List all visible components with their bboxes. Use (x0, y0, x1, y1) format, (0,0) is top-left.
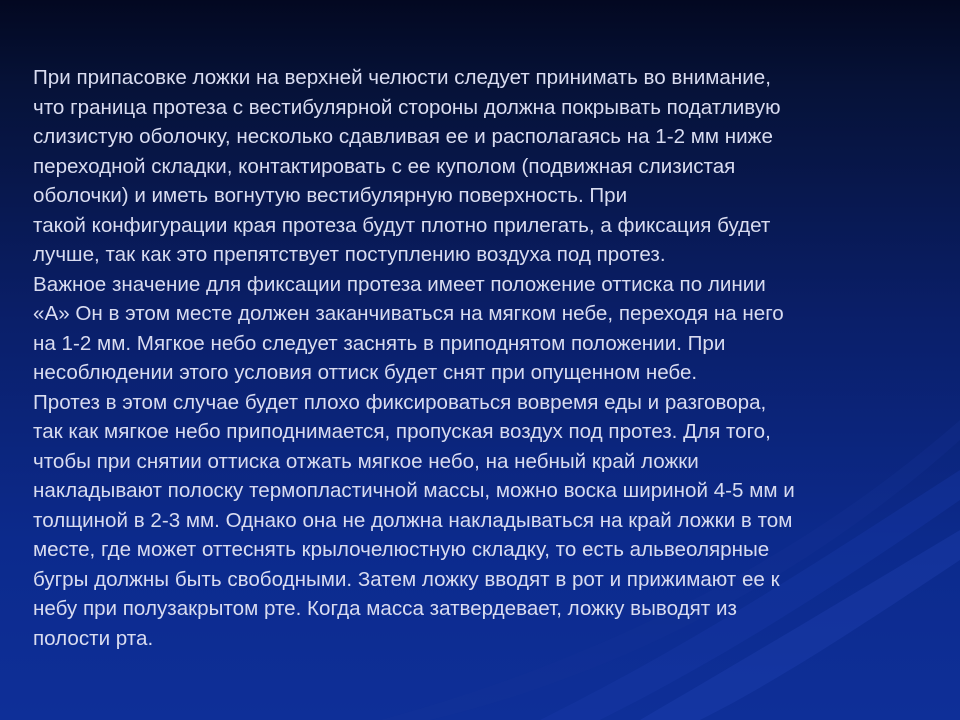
paragraph-3: Протез в этом случае будет плохо фиксироваться вовремя еды и разговора, так как мягкое небо приподнимается, пропуская воздух под протез. Для того, чтобы при снятии оттиска отжать мягкое небо, на небный край ложки накладывают полоску термопластичной массы, можно воска шириной 4-5 мм и толщиной в 2-3 мм. Однако она не должна накладываться на край ложки в том месте, где может оттеснять крылочелюстную складку, то есть альвеолярные бугры должны быть свободными. Затем ложку вводят в рот и прижимают ее к небу при полузакрытом рте. Когда масса затвердевает, ложку выводят из полости рта. (33, 390, 795, 650)
paragraph-1: При припасовке ложки на верхней челюсти следует принимать во внимание, что граница протеза с вестибулярной стороны должна покрывать податливую слизистую оболочку, несколько сдавливая ее и располагаясь на 1-2 мм ниже переходной складки, контактировать с ее куполом (подвижная слизистая оболочки) и иметь вогнутую вестибулярную поверхность. При такой конфигурации края протеза будут плотно прилегать, а фиксация будет лучше, так как это препятствует поступлению воздуха под протез. (33, 66, 781, 266)
paragraph-2: Важное значение для фиксации протеза имеет положение оттиска по линии «А» Он в этом месте должен заканчиваться на мягком небе, переходя на него на 1-2 мм. Мягкое небо следует заснять в приподнятом положении. При несоблюдении этого условия оттиск будет снят при опущенном небе. (33, 272, 784, 384)
slide-body-text (33, 63, 933, 653)
